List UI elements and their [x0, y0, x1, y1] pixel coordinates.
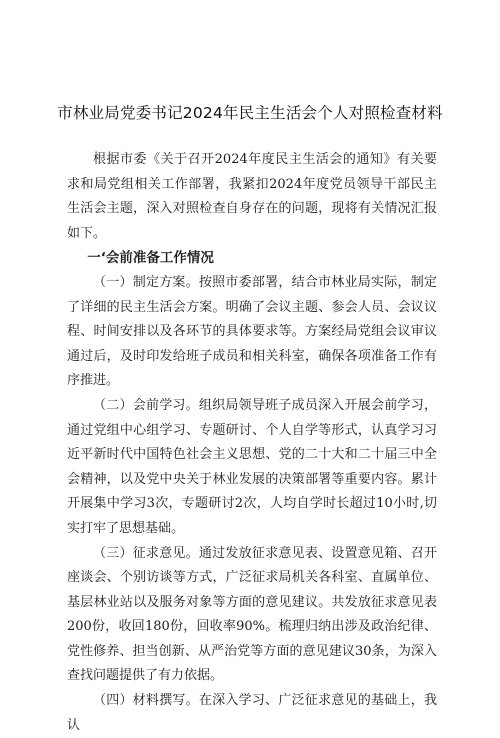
paragraph-study: （二）会前学习。组织局领导班子成员深入开展会前学习，通过党组中心组学习、专题研讨、个人自学等形式，认真学习习近平新时代中国特色社会主义思想、党的二十大和二十届三中全会精神，以及党中央关于林业发展的决策部署等重要内容。累计开展集中学习3次，专题研讨2次，人均自学时长超过10小时,切实打牢了思想基础。: [67, 397, 437, 536]
paragraph-opinions: （三）征求意见。通过发放征求意见表、设置意见箱、召开座谈会、个别访谈等方式，广泛征求局机关各科室、直属单位、基层林业站以及服务对象等方面的意见建议。共发放征求意见表200份，收回180份，回收率90%。梳理归纳出涉及政治纪律、党性修养、担当创新、从严治党等方面的意见建议30条，为深入查找问题提供了有力依据。: [67, 545, 437, 684]
document-body: [67, 148, 437, 738]
paragraph-writing: （四）材料撰写。在深入学习、广泛征求意见的基础上，我认: [67, 693, 437, 733]
intro-paragraph: 根据市委《关于召开2024年度民主生活会的通知》有关要求和局党组相关工作部署，我紧扣2024年度党员领导干部民主生活会主题，深入对照检查自身存在的问题，现将有关情况汇报如下。: [67, 152, 437, 241]
section-heading: 一‘会前准备工作情况: [87, 250, 214, 267]
document-title: 市林业局党委书记2024年民主生活会个人对照检查材料: [57, 104, 443, 122]
paragraph-plan: （一）制定方案。按照市委部署，结合市林业局实际，制定了详细的民主生活会方案。明确了会议主题、参会人员、会议议程、时间安排以及各环节的具体要求等。方案经局党组会议审议通过后，及时印发给班子成员和相关科室，确保各项准备工作有序推进。: [67, 274, 437, 389]
